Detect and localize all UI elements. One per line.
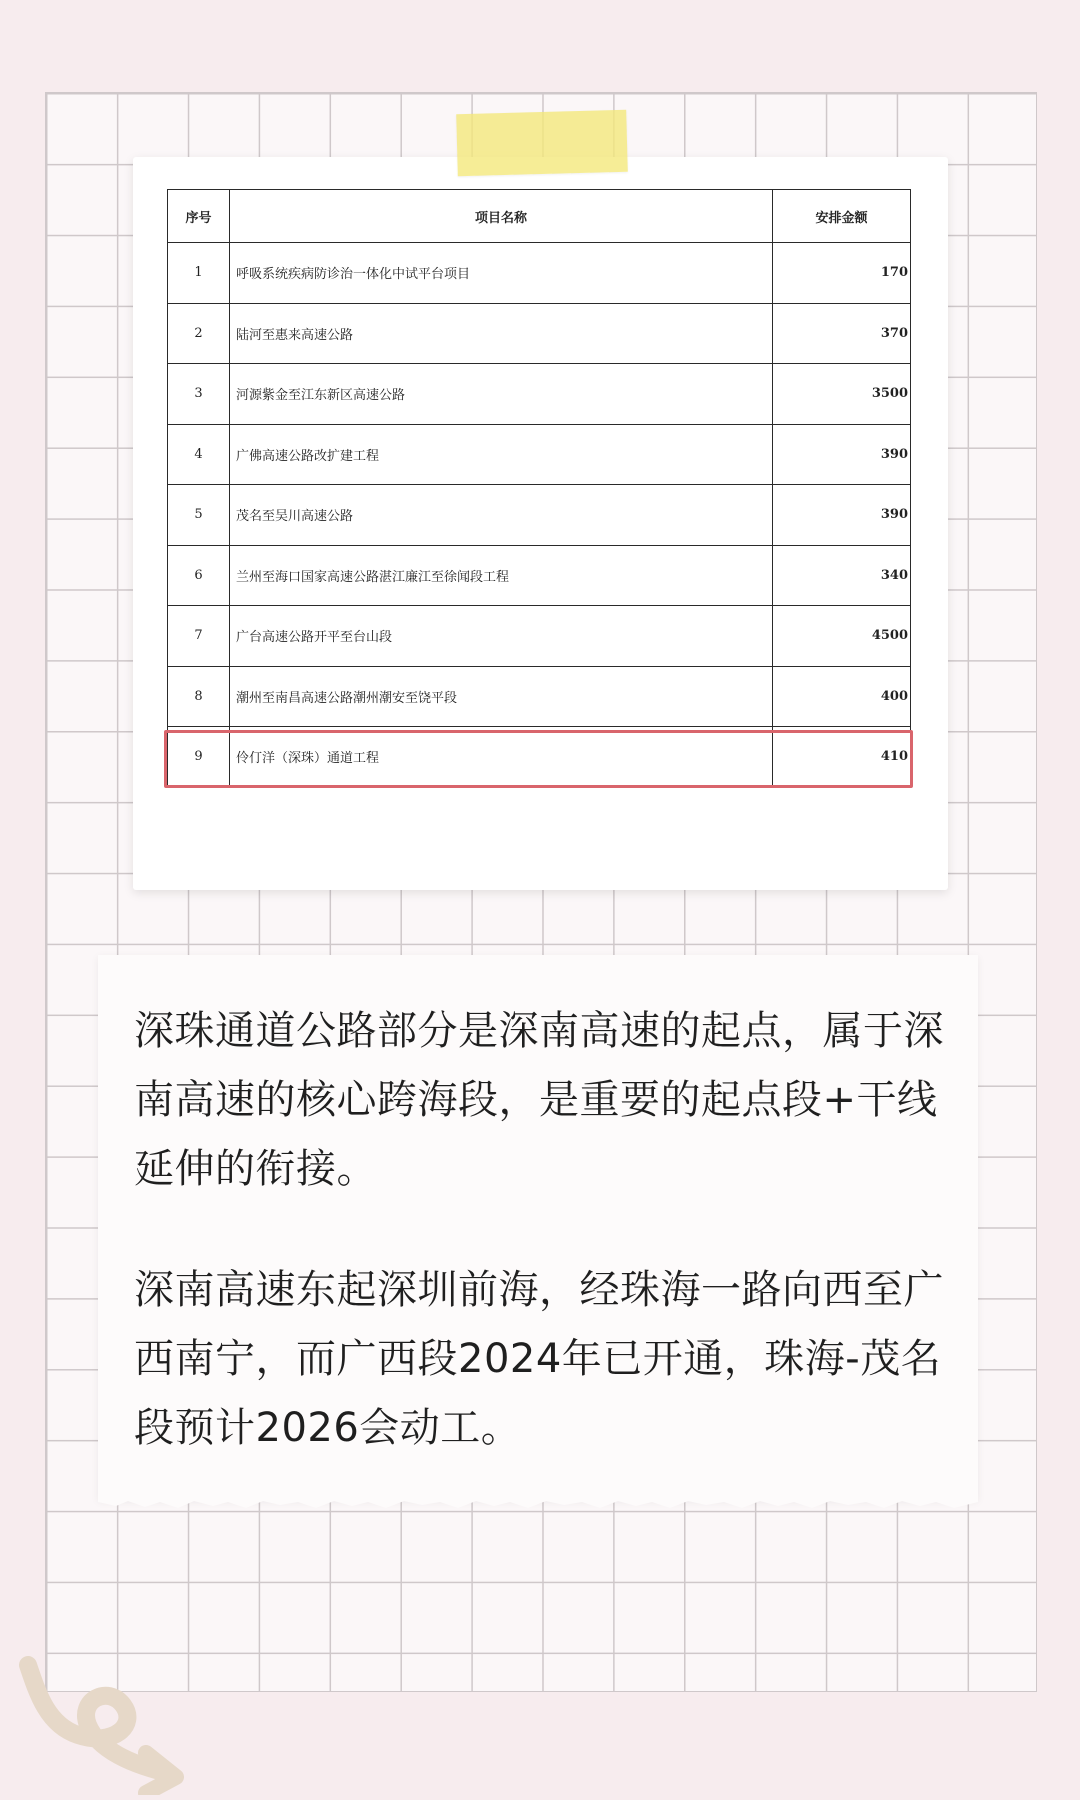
row-project-name: 伶仃洋（深珠）通道工程 xyxy=(230,727,773,788)
table-row xyxy=(168,666,911,727)
row-amount: 390 xyxy=(773,485,911,546)
row-no: 7 xyxy=(168,606,230,667)
table-row xyxy=(168,424,911,485)
row-no: 5 xyxy=(168,485,230,546)
table-row xyxy=(168,545,911,606)
note-card xyxy=(98,955,978,1500)
row-project-name: 呼吸系统疾病防诊治一体化中试平台项目 xyxy=(230,243,773,304)
torn-edge xyxy=(98,1496,978,1510)
note-paragraph-1: 深珠通道公路部分是深南高速的起点，属于深南高速的核心跨海段，是重要的起点段+干线延伸的衔接。 xyxy=(134,1008,944,1192)
table-row xyxy=(168,243,911,304)
table-row xyxy=(168,364,911,425)
row-amount: 340 xyxy=(773,545,911,606)
row-amount: 410 xyxy=(773,727,911,788)
row-no: 8 xyxy=(168,666,230,727)
row-no: 1 xyxy=(168,243,230,304)
row-project-name: 广台高速公路开平至台山段 xyxy=(230,606,773,667)
table-row xyxy=(168,606,911,667)
row-project-name: 茂名至吴川高速公路 xyxy=(230,485,773,546)
highlight-box xyxy=(164,730,913,788)
header-no: 序号 xyxy=(168,190,230,243)
row-project-name: 兰州至海口国家高速公路湛江廉江至徐闻段工程 xyxy=(230,545,773,606)
row-no: 4 xyxy=(168,424,230,485)
note-text xyxy=(134,997,949,1463)
note-paragraph-2: 深南高速东起深圳前海，经珠海一路向西至广西南宁，而广西段2024年已开通，珠海-茂名段预计2026会动工。 xyxy=(134,1267,944,1451)
project-funding-table xyxy=(167,189,911,788)
tape-strip xyxy=(456,110,628,176)
row-amount: 4500 xyxy=(773,606,911,667)
row-no: 9 xyxy=(168,727,230,788)
row-amount: 370 xyxy=(773,303,911,364)
row-project-name: 河源紫金至江东新区高速公路 xyxy=(230,364,773,425)
table-row xyxy=(168,485,911,546)
table-row xyxy=(168,303,911,364)
row-amount: 170 xyxy=(773,243,911,304)
row-no: 3 xyxy=(168,364,230,425)
row-project-name: 潮州至南昌高速公路潮州潮安至饶平段 xyxy=(230,666,773,727)
row-no: 6 xyxy=(168,545,230,606)
header-amount: 安排金额 xyxy=(773,190,911,243)
row-amount: 400 xyxy=(773,666,911,727)
table-header-row xyxy=(168,190,911,243)
row-no: 2 xyxy=(168,303,230,364)
row-project-name: 陆河至惠来高速公路 xyxy=(230,303,773,364)
arrow-doodle-icon xyxy=(18,1655,188,1795)
row-amount: 3500 xyxy=(773,364,911,425)
row-amount: 390 xyxy=(773,424,911,485)
header-project-name: 项目名称 xyxy=(230,190,773,243)
row-project-name: 广佛高速公路改扩建工程 xyxy=(230,424,773,485)
